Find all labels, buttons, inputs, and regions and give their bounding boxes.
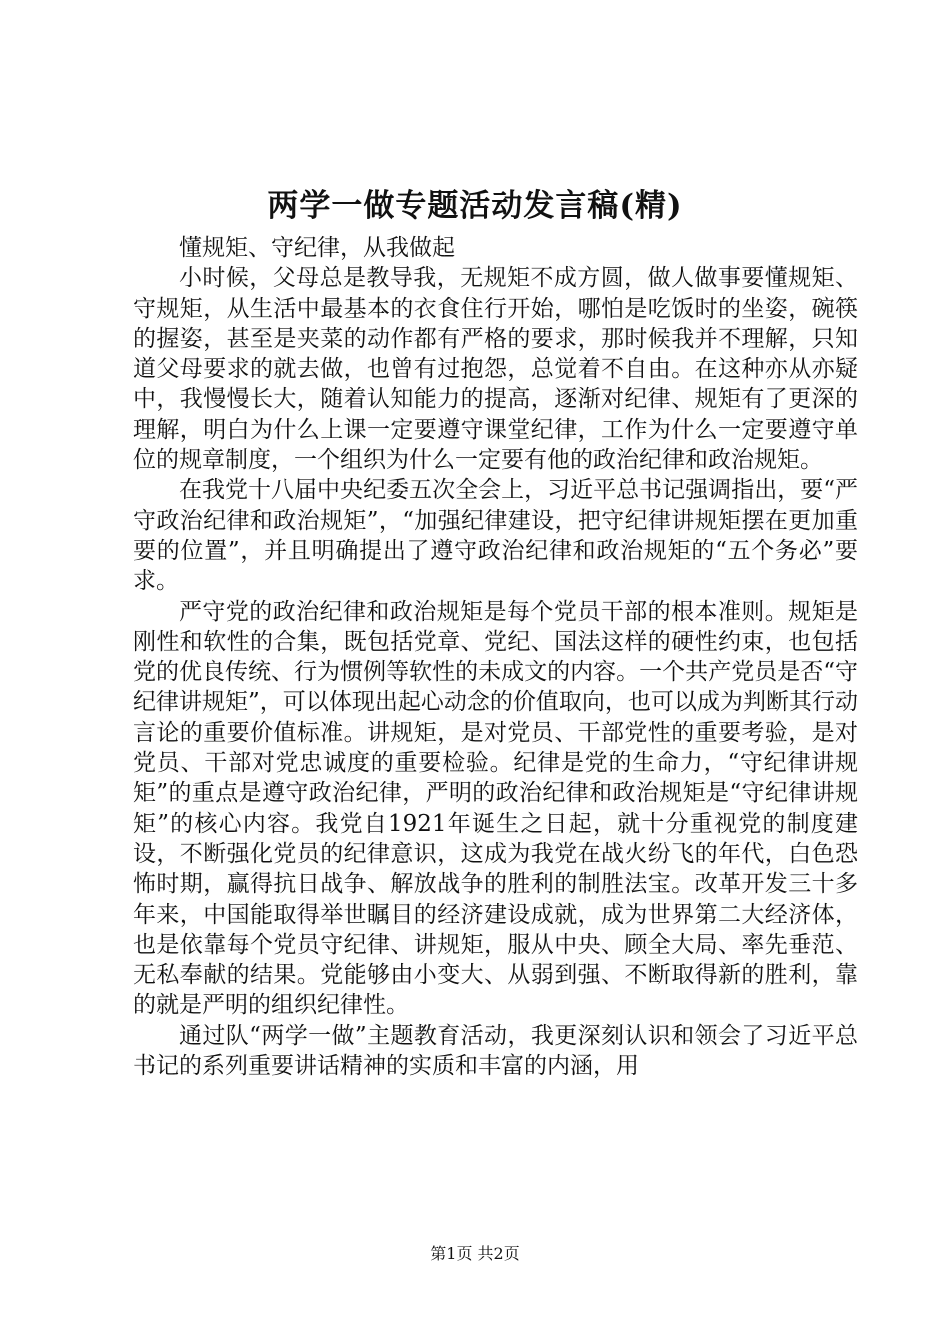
body-paragraph: 在我党十八届中央纪委五次全会上，习近平总书记强调指出，要“严守政治纪律和政治规矩”，“加强纪律建设，把守纪律讲规矩摆在更加重要的位置”，并且明确提出了遵守政治纪律和政治规矩的“五个务必”要求。 (133, 477, 858, 595)
body-paragraph: 严守党的政治纪律和政治规矩是每个党员干部的根本准则。规矩是刚性和软性的合集，既包括党章、党纪、国法这样的硬性约束，也包括党的优良传统、行为惯例等软性的未成文的内容。一个共产党员是否“守纪律讲规矩”，可以体现出起心动念的价值取向，也可以成为判断其行动言论的重要价值标准。讲规矩，是对党员、干部党性的重要考验，是对党员、干部对党忠诚度的重要检验。纪律是党的生命力，“守纪律讲规矩”的重点是遵守政治纪律，严明的政治纪律和政治规矩是“守纪律讲规矩”的核心内容。我党自1921年诞生之日起，就十分重视党的制度建设，不断强化党员的纪律意识，这成为我党在战火纷飞的年代，白色恐怖时期，赢得抗日战争、解放战争的胜利的制胜法宝。改革开发三十多年来，中国能取得举世瞩目的经济建设成就，成为世界第二大经济体，也是依靠每个党员守纪律、讲规矩，服从中央、顾全大局、率先垂范、无私奉献的结果。党能够由小变大、从弱到强、不断取得新的胜利，靠的就是严明的组织纪律性。 (133, 598, 858, 1019)
document-body (133, 233, 858, 1081)
body-paragraph: 小时候，父母总是教导我，无规矩不成方圆，做人做事要懂规矩、守规矩，从生活中最基本的衣食住行开始，哪怕是吃饭时的坐姿，碗筷的握姿，甚至是夹菜的动作都有严格的要求，那时候我并不理解，只知道父母要求的就去做，也曾有过抱怨，总觉着不自由。在这种亦从亦疑中，我慢慢长大，随着认知能力的提高，逐渐对纪律、规矩有了更深的理解，明白为什么上课一定要遵守课堂纪律，工作为什么一定要遵守单位的规章制度，一个组织为什么一定要有他的政治纪律和政治规矩。 (133, 265, 858, 474)
page-number-footer: 第1页 共2页 (430, 1244, 520, 1263)
subtitle-paragraph: 懂规矩、守纪律，从我做起 (179, 235, 455, 261)
body-paragraph: 通过队“两学一做”主题教育活动，我更深刻认识和领会了习近平总书记的系列重要讲话精神的实质和丰富的内涵，用 (133, 1022, 858, 1080)
document-title: 两学一做专题活动发言稿(精) (267, 188, 683, 224)
